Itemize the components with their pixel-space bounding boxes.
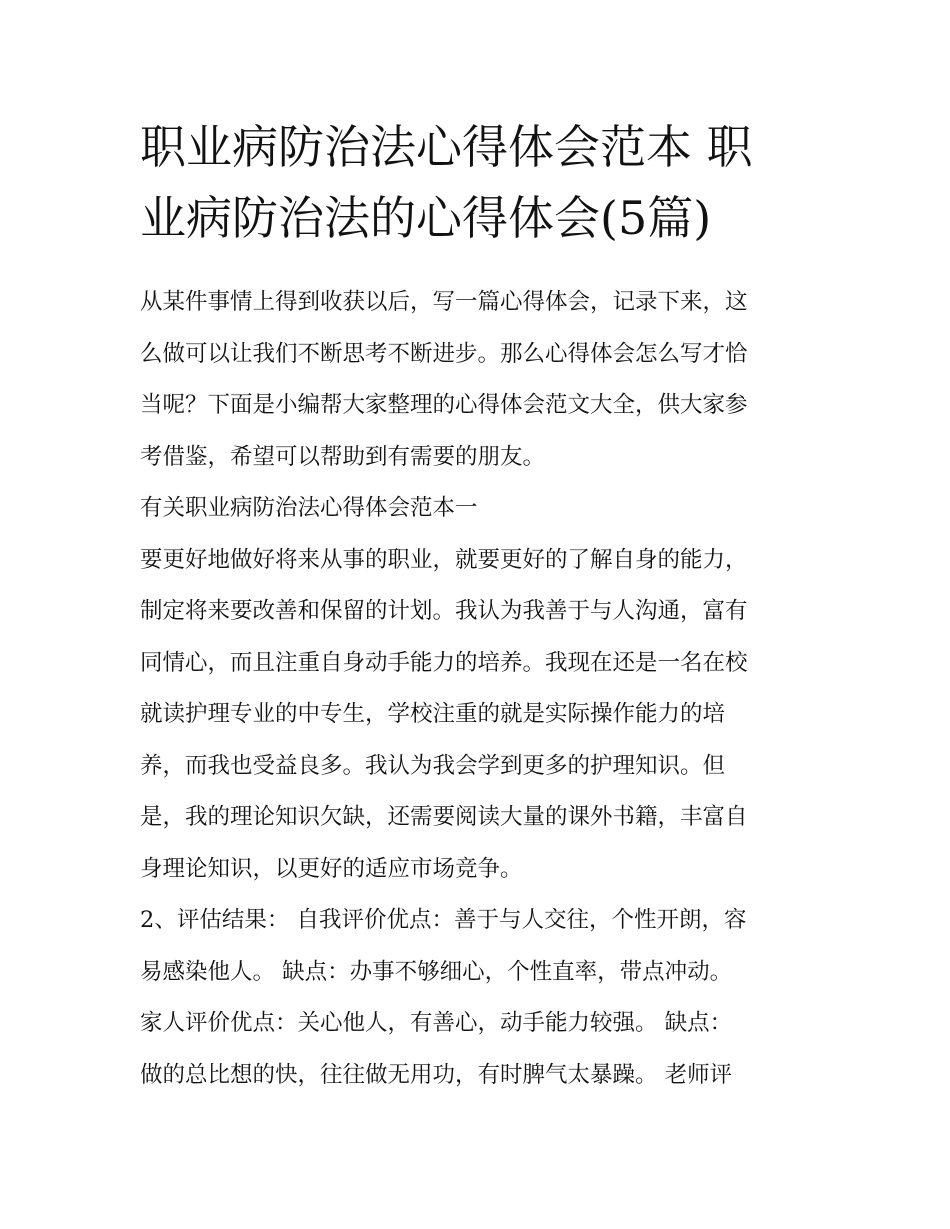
section-heading: 有关职业病防治法心得体会范本一 [140, 495, 478, 521]
document-body [140, 283, 830, 1107]
body-line: 考借鉴，希望可以帮助到有需要的朋友。 [140, 443, 546, 470]
title-line: 职业病防治法心得体会范本 职 [140, 120, 753, 174]
body-line: 2、评估结果： 自我评价优点：善于与人交往，个性开朗，容 [140, 907, 747, 933]
body-line: 就读护理专业的中专生，学校注重的就是实际操作能力的培 [140, 701, 726, 727]
body-line: 制定将来要改善和保留的计划。我认为我善于与人沟通，富有 [140, 598, 748, 624]
body-line: 当呢？下面是小编帮大家整理的心得体会范文大全，供大家参 [140, 392, 748, 418]
body-line: 身理论知识，以更好的适应市场竞争。 [140, 855, 523, 882]
title-line: 业病防治法的心得体会(5篇) [140, 191, 712, 245]
body-line: 同情心，而且注重自身动手能力的培养。我现在还是一名在校 [140, 649, 748, 676]
body-line: 家人评价优点：关心他人，有善心，动手能力较强。 缺点： [140, 1010, 733, 1036]
body-line: 做的总比想的快，往往做无用功，有时脾气太暴躁。 老师评 [140, 1061, 733, 1088]
body-line: 是，我的理论知识欠缺，还需要阅读大量的课外书籍，丰富自 [140, 804, 748, 830]
document-title [140, 112, 830, 254]
body-line: 从某件事情上得到收获以后，写一篇心得体会，记录下来，这 [140, 289, 748, 315]
body-line: 么做可以让我们不断思考不断进步。那么心得体会怎么写才恰 [140, 340, 748, 367]
body-line: 易感染他人。 缺点：办事不够细心，个性直率，带点冲动。 [140, 958, 733, 985]
body-line: 养，而我也受益良多。我认为我会学到更多的护理知识。但 [140, 752, 726, 779]
body-line: 要更好地做好将来从事的职业，就要更好的了解自身的能力， [140, 546, 748, 573]
